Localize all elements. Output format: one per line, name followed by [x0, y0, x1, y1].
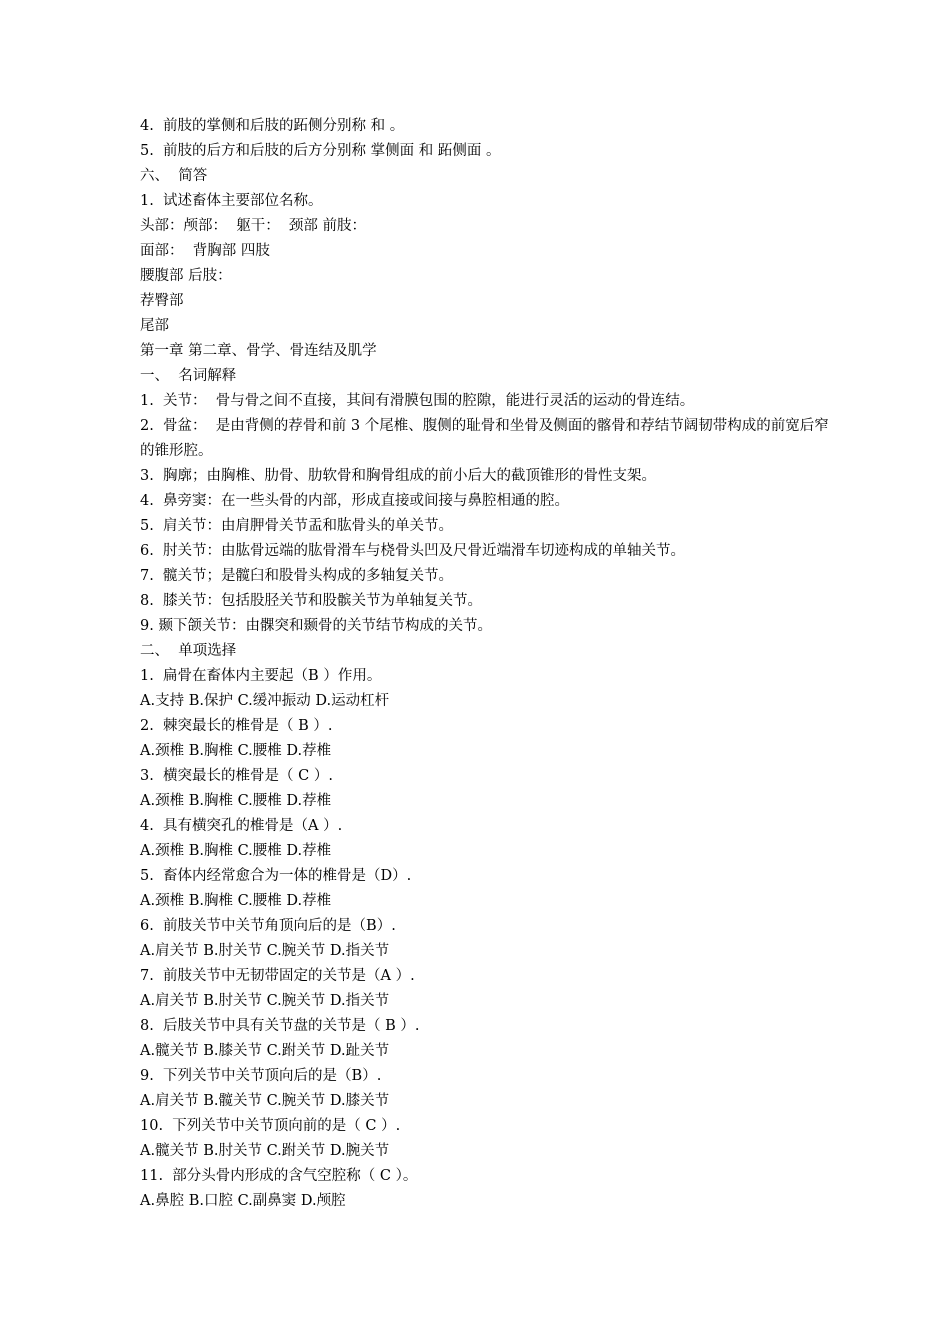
text-line: 11. 部分头骨内形成的含气空腔称（ C ）。 [140, 1168, 418, 1184]
text-line: 5. 畜体内经常愈合为一体的椎骨是（D）. [140, 868, 412, 884]
text-line: 6. 前肢关节中关节角顶向后的是（B）. [140, 918, 396, 934]
text-line: 二、 单项选择 [140, 643, 237, 659]
text-line: 8. 后肢关节中具有关节盘的关节是（ B ）. [140, 1018, 420, 1034]
text-line: 6. 肘关节：由肱骨远端的肱骨滑车与桡骨头凹及尺骨近端滑车切迹构成的单轴关节。 [140, 543, 686, 559]
text-line: A.髋关节 B.膝关节 C.跗关节 D.趾关节 [140, 1043, 390, 1059]
text-line: 10. 下列关节中关节顶向前的是（ C ）. [140, 1118, 401, 1134]
text-line: 面部： 背胸部 四肢 [140, 243, 270, 259]
text-line: 5. 前肢的后方和后肢的后方分别称 掌侧面 和 跖侧面 。 [140, 143, 501, 159]
text-line: 9. 下列关节中关节顶向后的是（B）. [140, 1068, 382, 1084]
text-line: A.肩关节 B.肘关节 C.腕关节 D.指关节 [140, 943, 390, 959]
text-line: 4. 前肢的掌侧和后肢的跖侧分别称 和 。 [140, 118, 405, 134]
text-line: 六、 简答 [140, 168, 208, 184]
text-line: A.髋关节 B.肘关节 C.跗关节 D.腕关节 [140, 1143, 390, 1159]
text-line: 4. 具有横突孔的椎骨是（A ）. [140, 818, 343, 834]
text-line: 2. 骨盆： 是由背侧的荐骨和前 3 个尾椎、腹侧的耻骨和坐骨及侧面的髂骨和荐结节阔韧带构成的前宽后窄的锥形腔。 [140, 418, 829, 459]
text-line: A.颈椎 B.胸椎 C.腰椎 D.荐椎 [140, 743, 332, 759]
text-line: 1. 试述畜体主要部位名称。 [140, 193, 323, 209]
text-line: 第一章 第二章、骨学、骨连结及肌学 [140, 343, 377, 359]
text-line: A.鼻腔 B.口腔 C.副鼻窦 D.颅腔 [140, 1193, 346, 1209]
text-line: 一、 名词解释 [140, 368, 237, 384]
text-line: 5. 肩关节：由肩胛骨关节盂和肱骨头的单关节。 [140, 518, 454, 534]
text-line: 3. 胸廓；由胸椎、肋骨、肋软骨和胸骨组成的前小后大的截顶锥形的骨性支架。 [140, 468, 657, 484]
text-line: A.颈椎 B.胸椎 C.腰椎 D.荐椎 [140, 843, 332, 859]
text-line: 1. 关节： 骨与骨之间不直接，其间有滑膜包围的腔隙，能进行灵活的运动的骨连结。 [140, 393, 695, 409]
text-line: A.颈椎 B.胸椎 C.腰椎 D.荐椎 [140, 893, 332, 909]
text-line: 腰腹部 后肢： [140, 268, 232, 284]
text-line: A.肩关节 B.髋关节 C.腕关节 D.膝关节 [140, 1093, 390, 1109]
text-line: 荐臀部 [140, 293, 184, 309]
text-line: A.颈椎 B.胸椎 C.腰椎 D.荐椎 [140, 793, 332, 809]
text-line: A.支持 B.保护 C.缓冲振动 D.运动杠杆 [140, 693, 390, 709]
text-line: 4. 鼻旁窦：在一些头骨的内部，形成直接或间接与鼻腔相通的腔。 [140, 493, 570, 509]
text-line: 3. 横突最长的椎骨是（ C ）. [140, 768, 333, 784]
text-line: 7. 髋关节；是髋臼和股骨头构成的多轴复关节。 [140, 568, 454, 584]
text-line: A.肩关节 B.肘关节 C.腕关节 D.指关节 [140, 993, 390, 1009]
text-line: 尾部 [140, 318, 169, 334]
text-line: 7. 前肢关节中无韧带固定的关节是（A ）. [140, 968, 415, 984]
text-line: 9. 颞下颌关节：由髁突和颞骨的关节结节构成的关节。 [140, 618, 492, 634]
document-body [140, 114, 830, 1214]
text-line: 2. 棘突最长的椎骨是（ B ）. [140, 718, 333, 734]
text-line: 8. 膝关节：包括股胫关节和股髌关节为单轴复关节。 [140, 593, 483, 609]
text-line: 1. 扁骨在畜体内主要起（B ）作用。 [140, 668, 382, 684]
text-line: 头部：颅部： 躯干： 颈部 前肢： [140, 218, 367, 234]
